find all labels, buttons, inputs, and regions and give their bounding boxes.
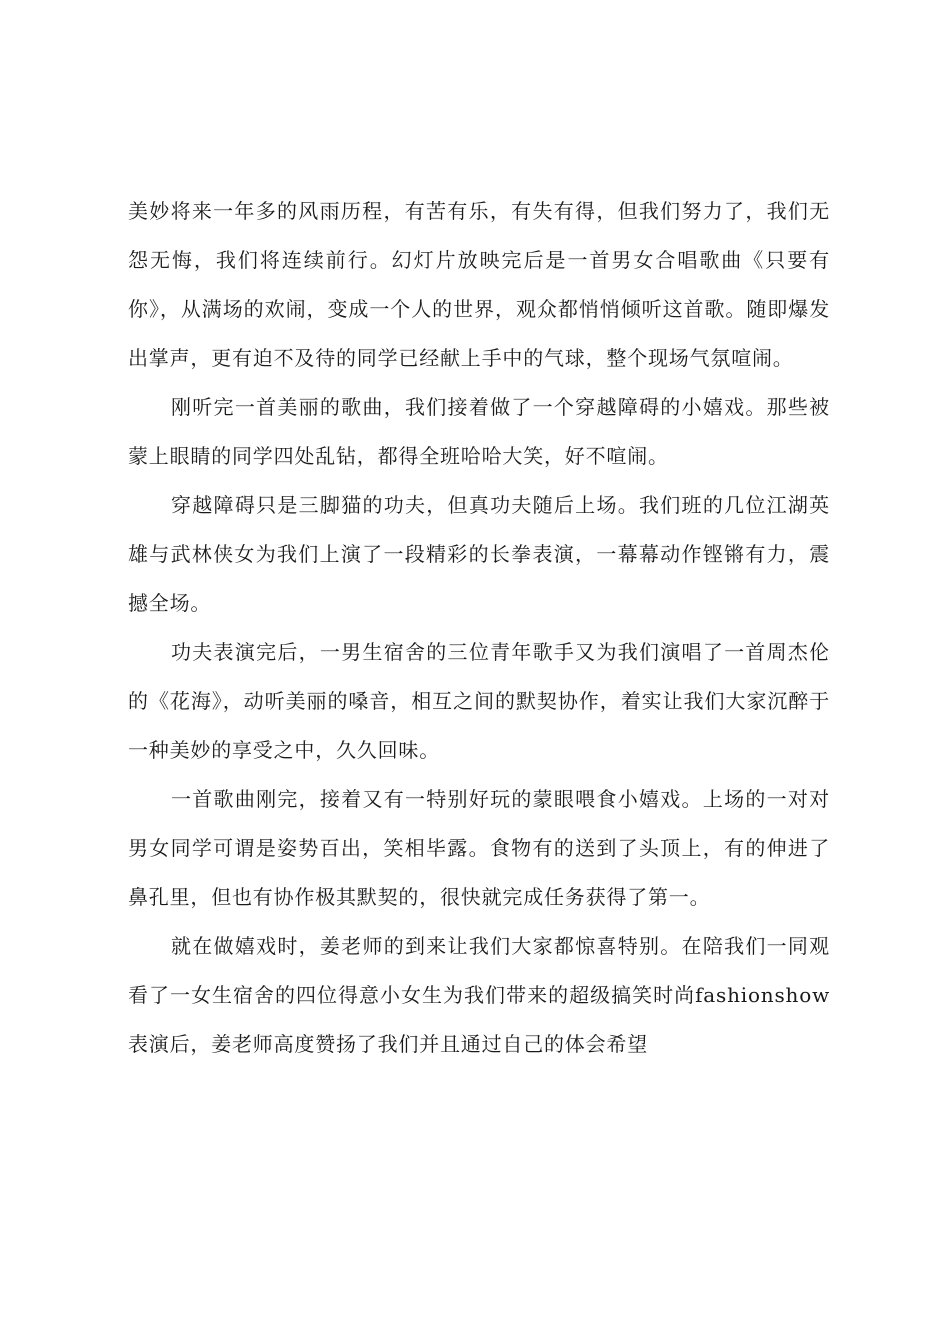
paragraph-3: 穿越障碍只是三脚猫的功夫，但真功夫随后上场。我们班的几位江湖英雄与武林侠女为我们上演了一段精彩的长拳表演，一幕幕动作铿锵有力，震撼全场。: [128, 493, 830, 615]
paragraph-6: 就在做嬉戏时，姜老师的到来让我们大家都惊喜特别。在陪我们一同观看了一女生宿舍的四位得意小女生为我们带来的超级搞笑时尚fashionshow表演后，姜老师高度赞扬了我们并且通过自己的体会希望: [128, 934, 830, 1056]
paragraph-2: 刚听完一首美丽的歌曲，我们接着做了一个穿越障碍的小嬉戏。那些被蒙上眼睛的同学四处乱钻，都得全班哈哈大笑，好不喧闹。: [128, 395, 830, 468]
paragraph-5: 一首歌曲刚完，接着又有一特别好玩的蒙眼喂食小嬉戏。上场的一对对男女同学可谓是姿势百出，笑相毕露。食物有的送到了头顶上，有的伸进了鼻孔里，但也有协作极其默契的，很快就完成任务获得了第一。: [128, 787, 830, 909]
paragraph-4: 功夫表演完后，一男生宿舍的三位青年歌手又为我们演唱了一首周杰伦的《花海》，动听美丽的嗓音，相互之间的默契协作，着实让我们大家沉醉于一种美妙的享受之中，久久回味。: [128, 640, 830, 762]
document-body: [128, 187, 830, 1069]
paragraph-1: 美妙将来一年多的风雨历程，有苦有乐，有失有得，但我们努力了，我们无怨无悔，我们将连续前行。幻灯片放映完后是一首男女合唱歌曲《只要有你》，从满场的欢闹，变成一个人的世界，观众都悄悄倾听这首歌。随即爆发出掌声，更有迫不及待的同学已经献上手中的气球，整个现场气氛喧闹。: [128, 199, 830, 370]
